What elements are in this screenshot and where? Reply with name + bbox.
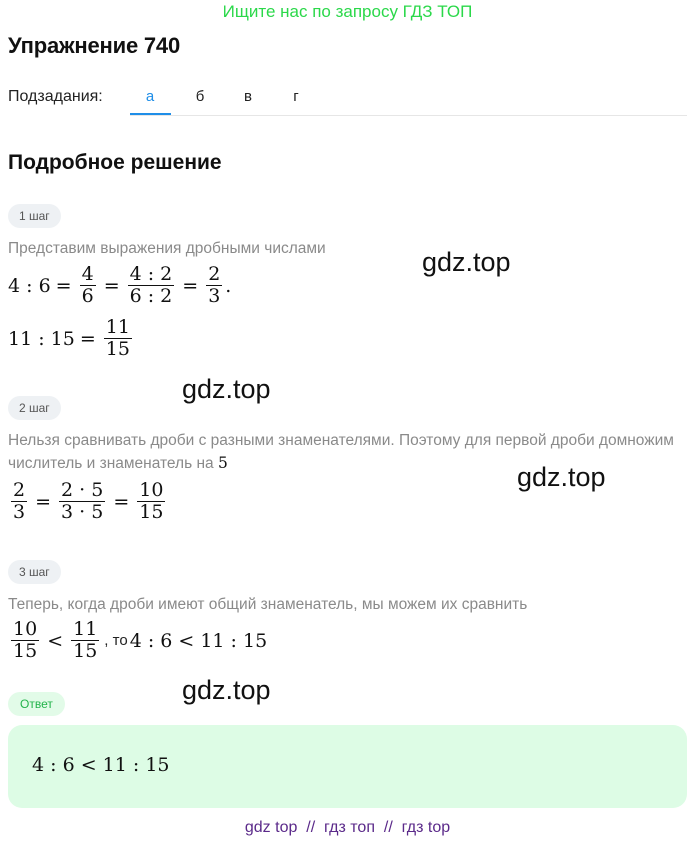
numerator: 2	[13, 479, 26, 501]
denominator: 3	[208, 284, 221, 307]
numerator: 10	[139, 479, 164, 501]
equals-sign: =	[182, 274, 199, 297]
tab-v[interactable]: в	[244, 88, 252, 105]
equals-sign: =	[35, 490, 52, 513]
numerator: 2 · 5	[61, 479, 104, 501]
denominator: 6	[81, 284, 94, 307]
fraction	[128, 265, 175, 307]
step-3-comparison	[8, 620, 267, 662]
fraction	[11, 481, 27, 523]
fraction	[11, 620, 39, 662]
numerator: 10	[13, 618, 38, 640]
equals-sign: =	[113, 490, 130, 513]
denominator: 15	[105, 337, 130, 360]
step-2-text-number: 5	[217, 454, 228, 472]
equals-sign: =	[55, 274, 72, 297]
step-1-equation-1	[8, 265, 231, 307]
tab-b[interactable]: б	[195, 88, 205, 105]
fraction	[137, 481, 165, 523]
step-1-text: Представим выражения дробными числами	[8, 240, 326, 257]
watermark: gdz.top	[182, 374, 271, 404]
numerator: 2	[208, 263, 221, 285]
answer-badge: Ответ	[8, 692, 65, 716]
step-2-badge: 2 шаг	[8, 396, 61, 420]
then-word: , то	[104, 632, 128, 650]
fraction	[71, 620, 99, 662]
denominator: 3 · 5	[61, 500, 104, 523]
numerator: 4	[81, 263, 94, 285]
step-1-badge: 1 шаг	[8, 204, 61, 228]
comparison-result: 4 : 6 < 11 : 15	[129, 629, 268, 652]
tabs-divider	[130, 115, 687, 116]
watermark: gdz.top	[422, 247, 511, 277]
step-3-text: Теперь, когда дроби имеют общий знаменатель, мы можем их сравнить	[8, 596, 528, 613]
step-2-equation	[8, 481, 168, 523]
period: .	[225, 274, 232, 297]
subtasks-label: Подзадания:	[8, 88, 103, 105]
fraction	[206, 265, 222, 307]
denominator: 15	[139, 500, 164, 523]
fraction	[104, 318, 132, 360]
step-1-equation-2	[8, 318, 135, 360]
answer-math: 4 : 6 < 11 : 15	[32, 754, 170, 776]
fraction	[59, 481, 105, 523]
fraction	[80, 265, 96, 307]
watermark: gdz.top	[182, 675, 271, 705]
numerator: 11	[105, 316, 130, 338]
denominator: 6 : 2	[129, 284, 173, 307]
tab-a[interactable]: а	[145, 88, 155, 105]
section-title: Подробное решение	[8, 151, 222, 174]
watermark: gdz.top	[517, 462, 606, 492]
numerator: 11	[73, 618, 98, 640]
step-3-badge: 3 шаг	[8, 560, 61, 584]
denominator: 15	[73, 639, 98, 662]
tab-g[interactable]: г	[293, 88, 299, 105]
active-tab-indicator	[130, 113, 171, 115]
step-2-text-body: Нельзя сравнивать дроби с разными знаменателями. Поэтому для первой дроби домножим числитель и знаменатель на	[8, 432, 674, 472]
search-hint-banner: Ищите нас по запросу ГДЗ ТОП	[222, 2, 473, 21]
page-title: Упражнение 740	[8, 33, 180, 58]
equals-sign: =	[79, 327, 96, 350]
expr-lhs: 4 : 6	[8, 274, 51, 297]
denominator: 15	[13, 639, 38, 662]
denominator: 3	[13, 500, 26, 523]
equals-sign: =	[103, 274, 120, 297]
less-than-sign: <	[47, 629, 64, 652]
footer-links: gdz top // гдз топ // гдз top	[244, 819, 451, 836]
expr-lhs: 11 : 15	[8, 327, 75, 350]
numerator: 4 : 2	[129, 263, 173, 285]
